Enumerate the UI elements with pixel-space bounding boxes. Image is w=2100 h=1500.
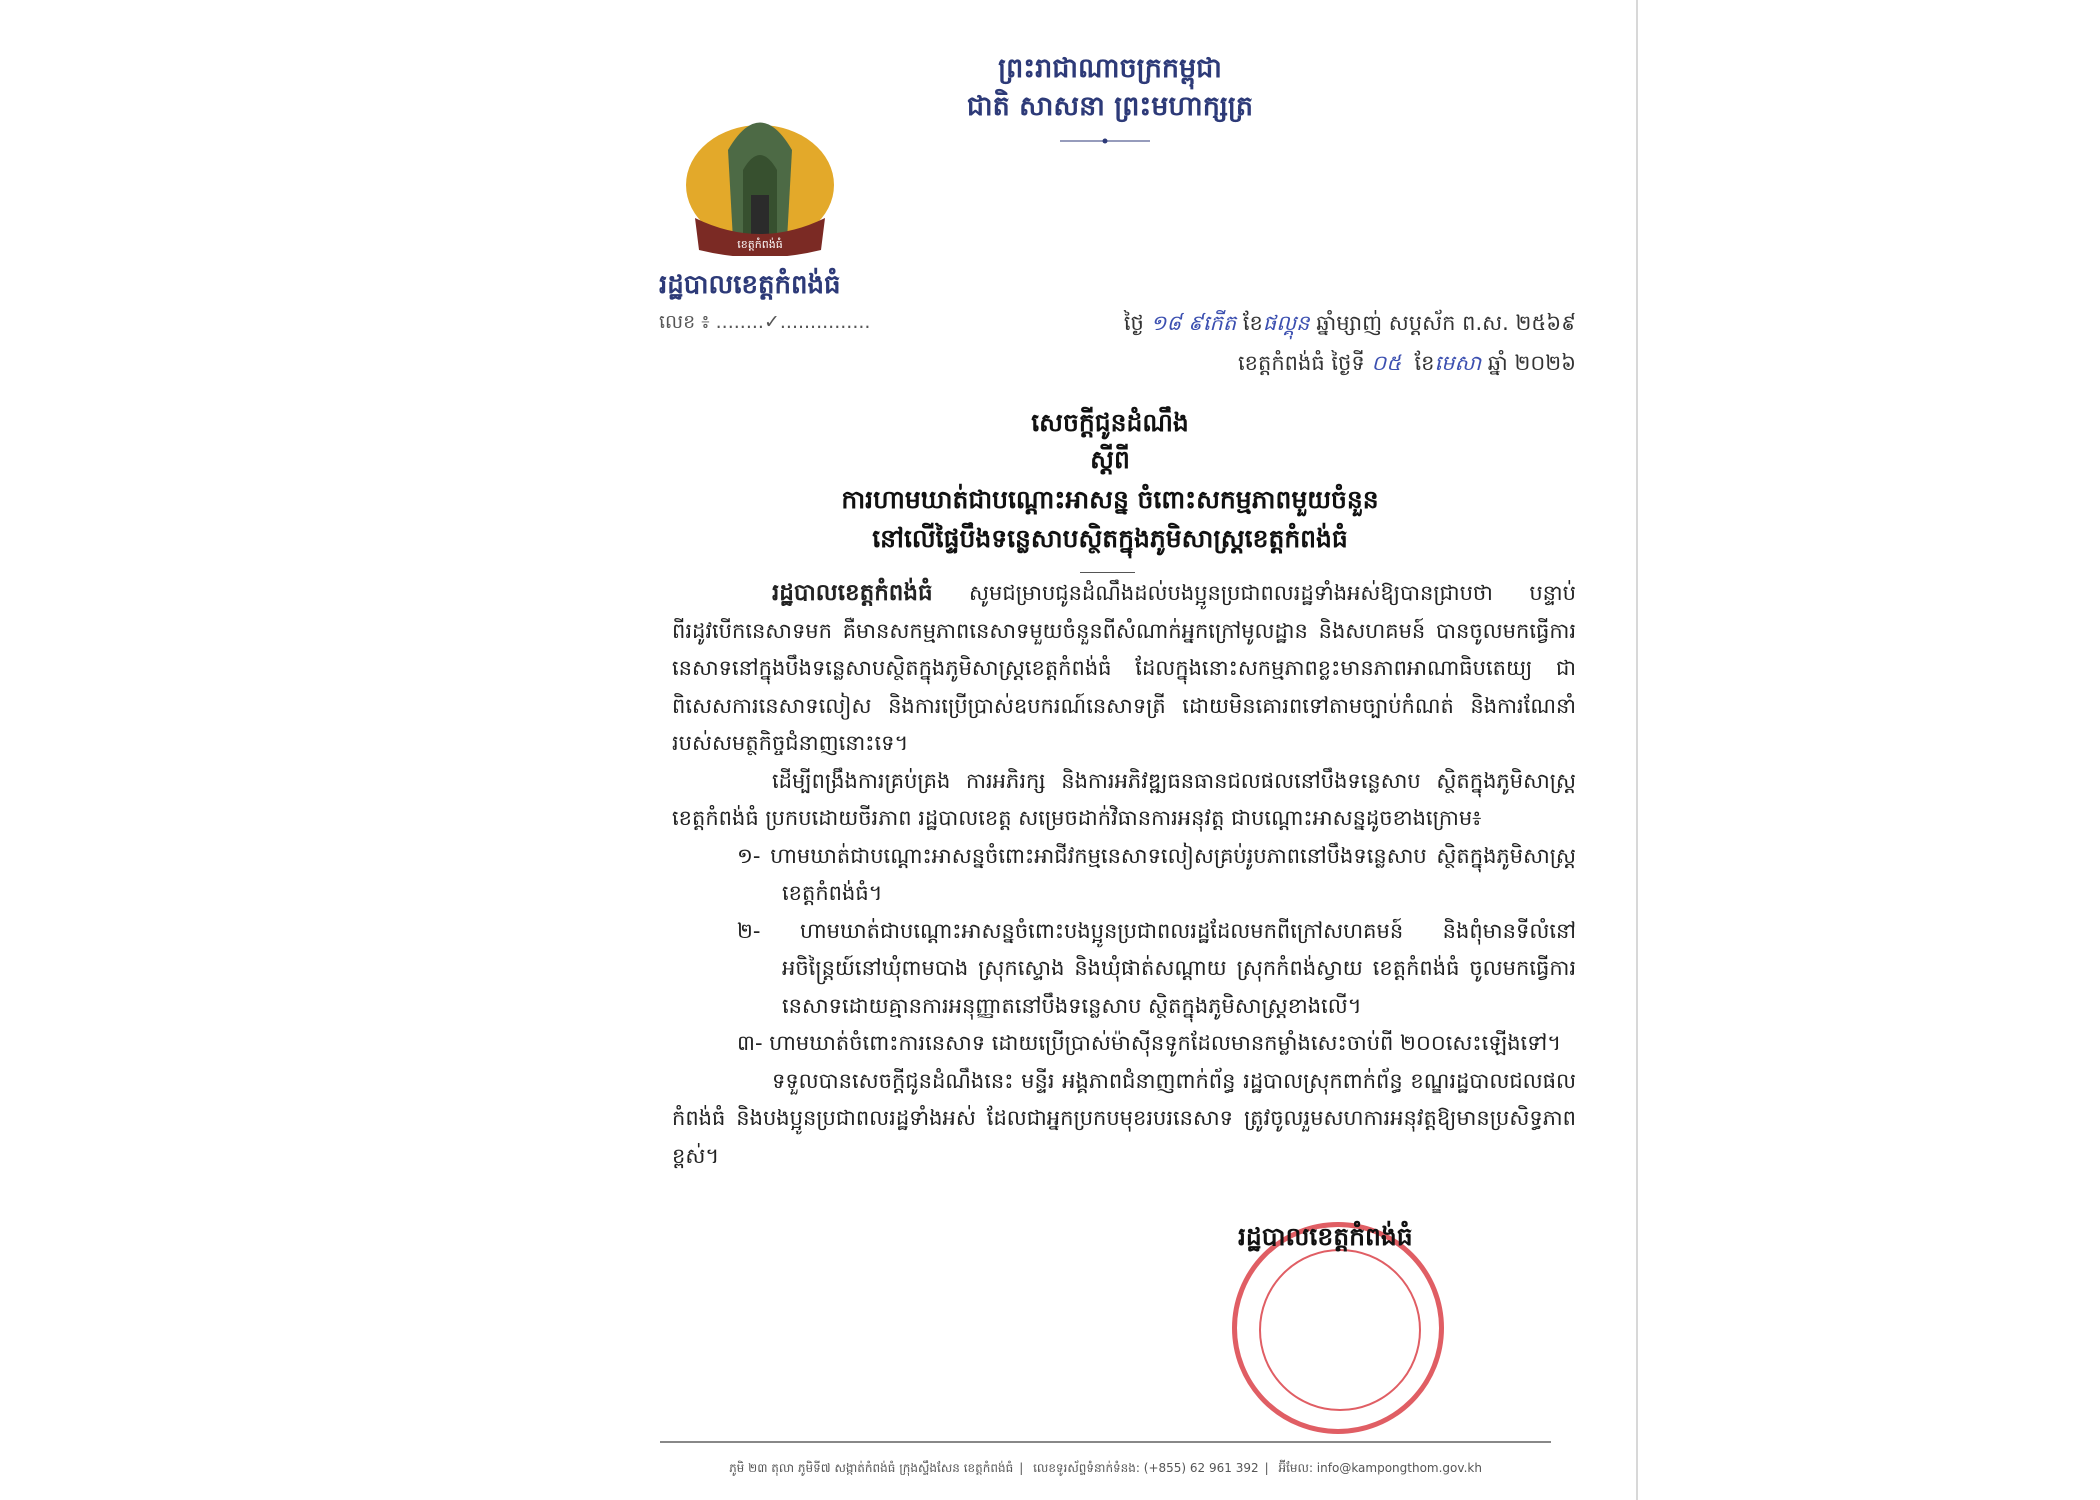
paragraph-1-text: សូមជម្រាបជូនដំណឹងដល់បងប្អូនប្រជាពលរដ្ឋទាំងអស់ឱ្យបានជ្រាបថា បន្ទាប់ពីរដូវបើកនេសាទមក គឺមានសកម្មភាពនេសាទមួយចំនួនពីសំណាក់អ្នកក្រៅមូលដ្ឋាន និងសហគមន៍ បានចូលមកធ្វើការនេសាទនៅក្នុងបឹងទន្លេសាបស្ថិតក្នុងភូមិសាស្ត្រខេត្តកំពង់ធំ ដែលក្នុងនោះសកម្មភាពខ្លះមានភាពអាណាធិបតេយ្យ ជាពិសេសការនេសាទលៀស និងការប្រើប្រាស់ឧបករណ៍នេសាទត្រី ដោយមិនគោរពទៅតាមច្បាប់កំណត់ និងការណែនាំរបស់សមត្ថកិច្ចជំនាញនោះទេ។: [672, 581, 1576, 755]
kingdom-heading: ព្រះរាជាណាចក្រកម្ពុជា: [998, 53, 1222, 84]
footer-phone: លេខទូរស័ព្ទទំនាក់ទំនង: (+855) 62 961 392: [1033, 1461, 1259, 1475]
paragraph-1: [672, 575, 1576, 763]
list-item: [672, 838, 1576, 913]
footer-address: ភូមិ ២៣ តុលា ភូមិទី៧ សង្កាត់កំពង់ធំ ក្រុងស្ទឹងសែន ខេត្តកំពង់ធំ: [729, 1461, 1014, 1475]
solar-date: [1238, 350, 1576, 381]
list-item: [672, 1025, 1576, 1063]
day: ០៥: [1371, 351, 1402, 375]
year: ឆ្នាំ ២០២៦: [1487, 351, 1576, 375]
footer-email: អ៊ីមែល: info@kampongthom.gov.kh: [1278, 1461, 1482, 1475]
item-number: ៣-: [737, 1031, 763, 1055]
lunar-day: ១៨ ៩កើត: [1150, 311, 1237, 335]
reference-number: [659, 310, 870, 338]
footer: ភូមិ ២៣ តុលា ភូមិទី៧ សង្កាត់កំពង់ធំ ក្រុងស្ទឹងសែន ខេត្តកំពង់ធំ | លេខទូរស័ព្ទទំនាក់ទំនង: (+855) 62 961 392 | អ៊ីមែល: info@kampongthom.gov.kh: [729, 1461, 1482, 1475]
issuer-name: រដ្ឋបាលខេត្តកំពង់ធំ: [659, 270, 841, 300]
list-item: [672, 913, 1576, 1026]
ornament-divider: [1060, 138, 1150, 144]
lunar-month: ផល្គុន: [1262, 311, 1310, 335]
item-text: ហាមឃាត់ជាបណ្តោះអាសន្នចំពោះអាជីវកម្មនេសាទលៀសគ្រប់រូបភាពនៅបឹងទន្លេសាប ស្ថិតក្នុងភូមិសាស្ត្រខេត្តកំពង់ធំ។: [770, 843, 1576, 905]
province-logo: [683, 100, 837, 256]
reference-value: ........✓...............: [715, 311, 871, 333]
lunar-month-prefix: ខែ: [1242, 311, 1263, 335]
national-motto: ជាតិ សាសនា ព្រះមហាក្សត្រ: [966, 91, 1254, 122]
item-number: ២-: [737, 918, 761, 943]
paragraph-3: ទទួលបានសេចក្តីជូនដំណឹងនេះ មន្ទីរ អង្គភាពជំនាញពាក់ព័ន្ធ រដ្ឋបាលស្រុកពាក់ព័ន្ធ ខណ្ឌរដ្ឋបាលជលផលកំពង់ធំ និងបងប្អូនប្រជាពលរដ្ឋទាំងអស់ ដែលជាអ្នកប្រកបមុខរបរនេសាទ ត្រូវចូលរួមសហការអនុវត្តឱ្យមានប្រសិទ្ធភាពខ្ពស់។: [672, 1068, 1576, 1168]
lunar-year: ឆ្នាំម្សាញ់ សប្តស័ក ព.ស. ២៥៦៩: [1316, 311, 1576, 335]
page-edge: [1636, 0, 1638, 1500]
subject-line-2: នៅលើផ្ទៃបឹងទន្លេសាបស្ថិតក្នុងភូមិសាស្ត្រខេត្តកំពង់ធំ: [872, 524, 1348, 553]
lunar-day-prefix: ថ្ងៃ: [1123, 311, 1144, 335]
item-text: ហាមឃាត់ចំពោះការនេសាទ ដោយប្រើប្រាស់ម៉ាស៊ីនទូកដែលមានកម្លាំងសេះចាប់ពី ២០០សេះឡើងទៅ។: [769, 1031, 1562, 1055]
logo-label: ខេត្តកំពង់ធំ: [737, 238, 783, 251]
month: មេសា: [1434, 351, 1482, 375]
document-body: [672, 575, 1576, 1175]
place-day-prefix: ខេត្តកំពង់ធំ ថ្ងៃទី: [1238, 351, 1365, 375]
paragraph-2: ដើម្បីពង្រឹងការគ្រប់គ្រង ការអភិរក្ស និងការអភិវឌ្ឍធនធានជលផលនៅបឹងទន្លេសាប ស្ថិតក្នុងភូមិសាស្ត្រខេត្តកំពង់ធំ ប្រកបដោយចីរភាព រដ្ឋបាលខេត្ត សម្រេចដាក់វិធានការអនុវត្ត ជាបណ្តោះអាសន្នដូចខាងក្រោម៖: [672, 768, 1576, 830]
reference-label: លេខ ៖: [659, 311, 710, 333]
subject-line-1: ការហាមឃាត់ជាបណ្តោះអាសន្ន ចំពោះសកម្មភាពមួយចំនួន: [841, 485, 1379, 514]
item-text: ហាមឃាត់ជាបណ្តោះអាសន្នចំពោះបងប្អូនប្រជាពលរដ្ឋដែលមកពីក្រៅសហគមន៍ និងពុំមានទីលំនៅអចិន្ត្រៃយ៍នៅឃុំពាមបាង ស្រុកស្ទោង និងឃុំផាត់សណ្តាយ ស្រុកកំពង់ស្វាយ ខេត្តកំពង់ធំ ចូលមកធ្វើការនេសាទដោយគ្មានការអនុញ្ញាតនៅបឹងទន្លេសាប ស្ថិតក្នុងភូមិសាស្ត្រខាងលើ។: [782, 918, 1576, 1018]
subject-label: ស្តីពី: [1090, 445, 1130, 474]
signature-title: រដ្ឋបាលខេត្តកំពង់ធំ: [1238, 1222, 1413, 1251]
item-number: ១-: [737, 843, 761, 868]
title-divider: [1080, 572, 1135, 573]
document-type: សេចក្តីជូនដំណឹង: [1031, 408, 1189, 437]
month-prefix: ខែ: [1414, 351, 1435, 375]
paragraph-1-lead: រដ្ឋបាលខេត្តកំពង់ធំ: [772, 580, 933, 606]
lunar-date: [1124, 310, 1576, 341]
footer-divider: [660, 1441, 1551, 1443]
